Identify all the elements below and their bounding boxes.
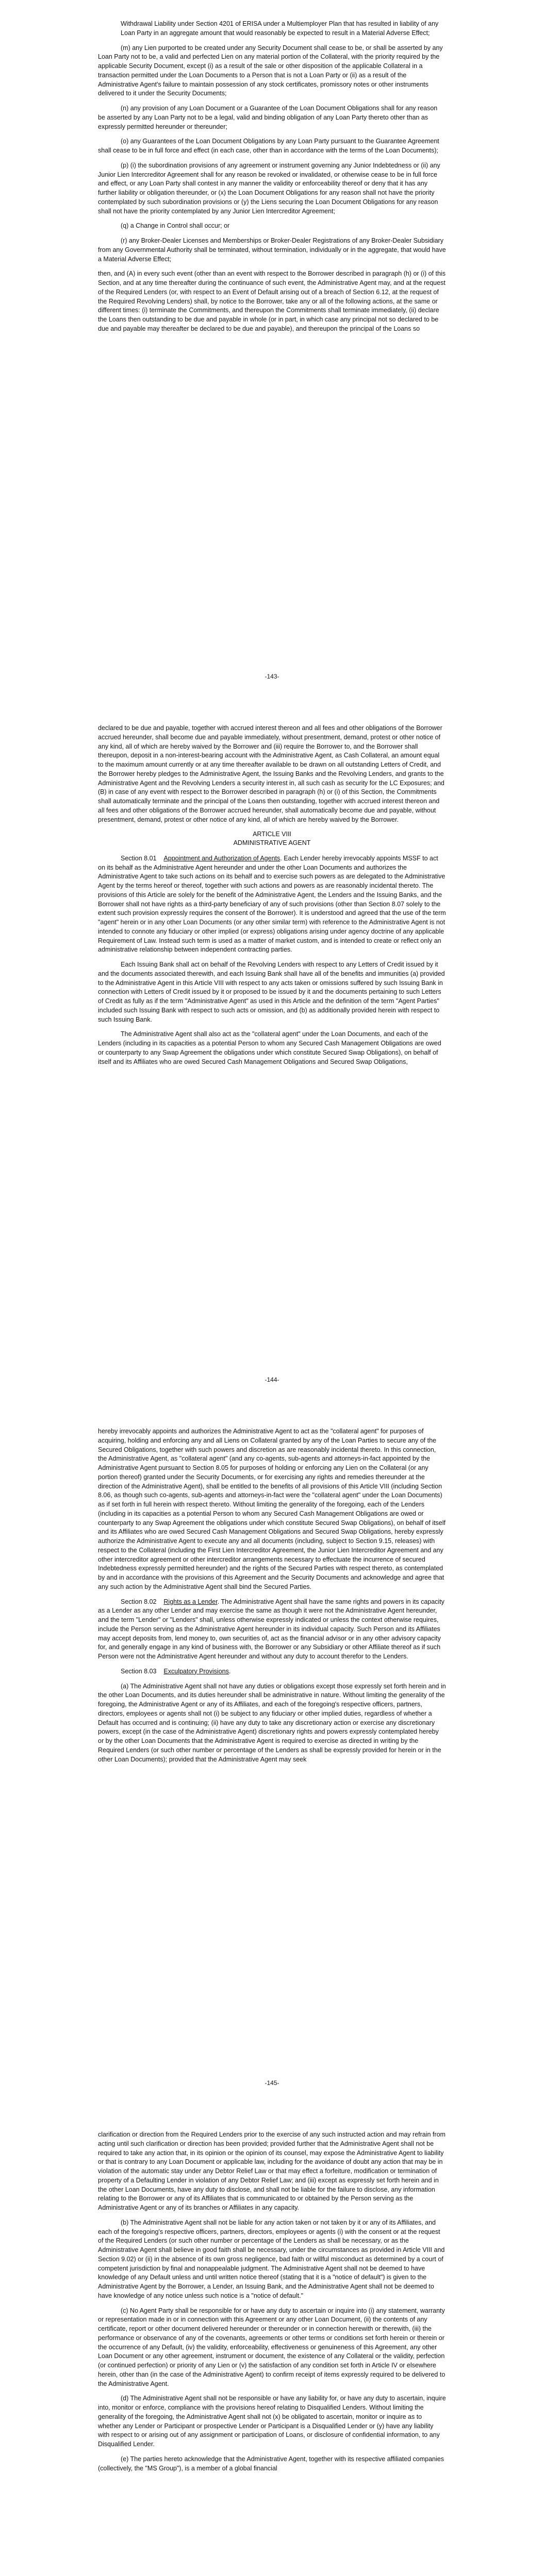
page-number: -145- (265, 2079, 279, 2087)
paragraph-m: (m) any Lien purported to be created under any Security Document shall cease to be, or shall be asserted by any Loan Party not to be, a valid and perfected Lien on any material portion of the Collateral, with the priority required by the applicable Security Document, except (i) as a result of the sale or other disposition of the applicable Collateral in a transaction permitted under the Loan Documents to a Person that is not a Loan Party or (ii) as a result of the Administrative Agent's failure to maintain possession of any stock certificates, promissory notes or other instruments delivered to it under the Security Documents; (98, 44, 443, 97)
article-subtitle: ADMINISTRATIVE AGENT (233, 839, 311, 846)
document-page-144 (0, 703, 544, 1406)
section-number: Section 8.02 (121, 1598, 157, 1605)
paragraph-declared: declared to be due and payable, together with accrued interest thereon and all fees and other obligations of the Borrower accrued hereunder, shall become due and payable immediately, without presentment, demand, protest or other notice of any kind, all of which are hereby waived by the Borrower and (iii) require the Borrower to, and the Borrower shall thereupon, deposit in a non-interest-bearing account with the Administrative Agent, as Cash Collateral, an amount equal to the maximum amount currently or at any time thereafter available to be drawn on all outstanding Letters of Credit, and the Borrower hereby pledges to the Administrative Agent, the Issuing Banks and the Revolving Lenders, and grants to the Administrative Agent and the Revolving Lenders a security interest in, all such cash as security for the LC Exposures; and (B) in case of any event with respect to the Borrower described in paragraph (h) or (i) of this Section, the Commitments shall automatically terminate and the principal of the Loans then outstanding, together with accrued interest thereon and all fees and other obligations of the Borrower accrued hereunder, shall automatically become due and payable, without presentment, demand, protest or other notice of any kind, all of which are hereby waived by the Borrower. (98, 724, 444, 823)
paragraph-o: (o) any Guarantees of the Loan Document Obligations by any Loan Party pursuant to the Guarantee Agreement shall cease to be in full force and effect (in each case, other than in accordance with the terms of the Loan Documents); (98, 138, 439, 154)
section-8-03: Section 8.03 Exculpatory Provisions. (121, 1667, 231, 1675)
section-number: Section 8.01 (121, 854, 157, 862)
section-8-02 (98, 1598, 446, 1662)
document-page-145 (0, 1406, 544, 2110)
section-number: Section 8.03 (121, 1667, 157, 1675)
article-title: ARTICLE VIII (253, 831, 291, 838)
paragraph-q: (q) a Change in Control shall occur; or (121, 222, 230, 230)
paragraph-withdrawal-liability: Withdrawal Liability under Section 4201 of ERISA under a Multiemployer Plan that has resulted in liability of any Loan Party in an aggregate amount that would reasonably be expected to result in a Material Adverse Effect; (121, 20, 439, 37)
section-text: . The Administrative Agent shall have the same rights and powers in its capacity as a Lender as any other Lender and may exercise the same as though it were not the Administrative Agent hereunder, and the term "Lender" or "Lenders" shall, unless otherwise expressly indicated or unless the context otherwise requires, include the Person serving as the Administrative Agent hereunder in its individual capacity. Such Person and its Affiliates may accept deposits from, lend money to, own securities of, act as the financial advisor or in any other advisory capacity for, and generally engage in any kind of business with, the Borrower or any Subsidiary or other Affiliate thereof as if such Person were not the Administrative Agent hereunder and without any duty to account therefor to the Lenders. (98, 1598, 444, 1660)
page-number: -143- (265, 673, 279, 680)
paragraph-8-03-d: (d) The Administrative Agent shall not be responsible or have any liability for, or have any duty to ascertain, inquire into, monitor or enforce, compliance with the provisions hereof relating to Disqualified Lenders. Without limiting the generality of the foregoing, the Administrative Agent shall not (x) be obligated to ascertain, monitor or inquire as to whether any Lender or Participant or prospective Lender or Participant is a Disqualified Lender or (y) have any liability with respect to or arising out of any assignment or participation of Loans, or disclosure of confidential information, to any Disqualified Lender. (98, 2395, 446, 2448)
section-8-01 (98, 854, 446, 955)
paragraph-8-03-a: (a) The Administrative Agent shall not have any duties or obligations except those expressly set forth herein and in the other Loan Documents, and its duties hereunder shall be administrative in nature. Without limiting the generality of the foregoing, the Administrative Agent or any of its Affiliates, and each of the foregoing's respective officers, partners, directors, employees or agents shall not (i) be subject to any fiduciary or other implied duties, regardless of whether a Default has occurred and is continuing; (ii) have any duty to take any discretionary action or exercise any discretionary powers, except (in the case of the Administrative Agent) discretionary rights and powers expressly contemplated hereby or by the other Loan Documents that the Administrative Agent is required to exercise as directed in writing by the Required Lenders (or such other number or percentage of the Lenders as shall be expressly provided for herein or in the other Loan Documents); provided that the Administrative Agent may seek (98, 1682, 446, 1763)
paragraph-n: (n) any provision of any Loan Document or a Guarantee of the Loan Document Obligations shall for any reason be asserted by any Loan Party not to be a legal, valid and binding obligation of any Loan Party thereto other than as expressly permitted hereunder or thereunder; (98, 105, 438, 130)
paragraph-issuing-bank: Each Issuing Bank shall act on behalf of the Revolving Lenders with respect to any Letters of Credit issued by it and the documents associated therewith, and each Issuing Bank shall have all of the benefits and immunities (a) provided to the Administrative Agent in this Article VIII with respect to any acts taken or omissions suffered by such Issuing Bank in connection with Letters of Credit issued by it or proposed to be issued by it and the documents pertaining to such Letters of Credit as fully as if the term "Administrative Agent" as used in this Article and the definition of the term "Agent Parties" included such Issuing Bank with respect to such acts or omission, and (b) as additionally provided herein with respect to such Issuing Bank. (98, 961, 445, 1023)
paragraph-p: (p) (i) the subordination provisions of any agreement or instrument governing any Junior Indebtedness or (ii) any Junior Lien Intercreditor Agreement shall for any reason be revoked or invalidated, or otherwise cease to be in full force and effect, or any Loan Party shall contest in any manner the validity or enforceability thereof or deny that it has any further liability or obligation thereunder, or (x) the Loan Document Obligations for any reason shall not have the priority contemplated by such subordination provisions or (y) the Liens securing the Loan Document Obligations for any reason shall not have the priority contemplated by any Junior Lien Intercreditor Agreement; (98, 161, 440, 215)
document-page-146 (0, 2110, 544, 2576)
paragraph-r: (r) any Broker-Dealer Licenses and Memberships or Broker-Dealer Registrations of any Broker-Dealer Subsidiary from any Governmental Authority shall be terminated, without termination, individually or in the aggregate, that would have a Material Adverse Effect; (98, 237, 446, 263)
paragraph-then: then, and (A) in every such event (other than an event with respect to the Borrower described in paragraph (h) or (i) of this Section, and at any time thereafter during the continuance of such event, the Administrative Agent may, and at the request of the Required Lenders (or, with respect to an Event of Default arising out of a breach of Section 6.12, at the request of the Required Revolving Lenders) shall, by notice to the Borrower, take any or all of the following actions, at the same or different times: (i) terminate the Commitments, and thereupon the Commitments shall terminate immediately, (ii) declare the Loans then outstanding to be due and payable in whole (or in part, in which case any principal not so declared to be due and payable may thereafter be declared to be due and payable), and thereupon the principal of the Loans so (98, 270, 446, 332)
paragraph-8-03-c: (c) No Agent Party shall be responsible for or have any duty to ascertain or inquire into (i) any statement, warranty or representation made in or in connection with this Agreement or any other Loan Document, (ii) the contents of any certificate, report or other document delivered hereunder or thereunder or in connection herewith or therewith, (iii) the performance or observance of any of the covenants, agreements or other terms or conditions set forth herein or therein or the occurrence of any Default, (iv) the validity, enforceability, effectiveness or genuineness of this Agreement, any other Loan Document or any other agreement, instrument or document, the existence of any Collateral or the validity, perfection (or continued perfection) or priority of any Lien or (v) the satisfaction of any condition set forth in Article IV or elsewhere herein, other than (in the case of the Administrative Agent) to confirm receipt of items expressly required to be delivered to the Administrative Agent. (98, 2307, 446, 2387)
document-page-143 (0, 0, 544, 703)
paragraph-clarification: clarification or direction from the Required Lenders prior to the exercise of any such instructed action and may refrain from acting until such clarification or direction has been provided; provided further that the Administrative Agent shall not be required to take any action that, in its opinion or the opinion of its counsel, may expose the Administrative Agent to liability or that is contrary to any Loan Document or applicable law, including for the avoidance of doubt any action that may be in violation of the automatic stay under any Debtor Relief Law or that may effect a forfeiture, modification or termination of property of a Defaulting Lender in violation of any Debtor Relief Law; and (iii) except as expressly set forth herein and in the other Loan Documents, have any duty to disclose, and shall not be liable for the failure to disclose, any information relating to the Borrower or any of its Affiliates that is communicated to or obtained by the Person serving as the Administrative Agent or any of its branches or Affiliates in any capacity. (98, 2131, 446, 2211)
paragraph-8-03-e: (e) The parties hereto acknowledge that the Administrative Agent, together with its respective affiliated companies (collectively, the "MS Group"), is a member of a global financial (98, 2455, 444, 2472)
paragraph-irrevocably: hereby irrevocably appoints and authorizes the Administrative Agent to act as the "collateral agent" for purposes of acquiring, holding and enforcing any and all Liens on Collateral granted by any of the Loan Parties to secure any of the Secured Obligations, together with such powers and discretion as are reasonably incidental thereto. In this connection, the Administrative Agent, as "collateral agent" (and any co-agents, sub-agents and attorneys-in-fact appointed by the Administrative Agent pursuant to Section 8.05 for purposes of holding or enforcing any Lien on the Collateral (or any portion thereof) granted under the Security Documents, or for exercising any rights and remedies thereunder at the direction of the Administrative Agent), shall be entitled to the benefits of all provisions of this Article VIII (including Section 8.06, as though such co-agents, sub-agents and attorneys-in-fact were the "collateral agent" under the Loan Documents) as if set forth in full herein with respect thereto. Without limiting the generality of the foregoing, each of the Lenders (including in its capacities as a potential Person to whom any Secured Cash Management Obligations are owed or counterparty to any Swap Agreement the obligations under which constitute Secured Swap Obligations), on behalf of itself and its Affiliates who are owed Secured Cash Management Obligations and Secured Swap Obligations, hereby expressly authorize the Administrative Agent to execute any and all documents (including, subject to Section 9.15, releases) with respect to the Collateral (including the First Lien Intercreditor Agreement, the Junior Lien Intercreditor Agreement and any other intercreditor agreement or other intercreditor arrangements necessary to effectuate the incurrence of secured Indebtedness expressly permitted hereunder) and the rights of the Secured Parties with respect thereto, as contemplated by and in accordance with the provisions of this Agreement and the Security Documents and acknowledge and agree that any such action by the Administrative Agent shall bind the Secured Parties. (98, 1428, 446, 1590)
section-title: Exculpatory Provisions (163, 1667, 229, 1675)
paragraph-collateral-agent: The Administrative Agent shall also act as the "collateral agent" under the Loan Documents, and each of the Lenders (including in its capacities as a potential Person to whom any Secured Cash Management Obligations are owed or counterparty to any Swap Agreement the obligations under which constitute Secured Swap Obligations), on behalf of itself and its Affiliates who are owed Secured Cash Management Obligations and Secured Swap Obligations, (98, 1030, 441, 1065)
section-title: Rights as a Lender (163, 1598, 218, 1605)
paragraph-8-03-b: (b) The Administrative Agent shall not be liable for any action taken or not taken by it or any of its Affiliates, and each of the foregoing's respective officers, partners, directors, employees or agents (i) with the consent or at the request of the Required Lenders (or such other number or percentage of the Lenders as shall be necessary, or as the Administrative Agent shall believe in good faith shall be necessary, under the circumstances as provided in Article VIII and Section 9.02) or (ii) in the absence of its own gross negligence, bad faith or willful misconduct as determined by a court of competent jurisdiction by final and nonappealable judgment. The Administrative Agent shall not be deemed to have knowledge of any Default unless and until written notice thereof (stating that it is a "notice of default") is given to the Administrative Agent by the Borrower, a Lender, an Issuing Bank, and the Administrative Agent shall not be deemed to have knowledge of any notice unless such notice is a "notice of default." (98, 2218, 445, 2299)
section-title: Appointment and Authorization of Agents (163, 854, 281, 862)
article-heading (98, 830, 446, 847)
page-number: -144- (265, 1376, 279, 1383)
section-text: . Each Lender hereby irrevocably appoints MSSF to act on its behalf as the Administrative Agent hereunder and under the other Loan Documents and authorizes the Administrative Agent to take such actions on its behalf and to exercise such powers as are delegated to the Administrative Agent by the terms hereof or thereof, together with such actions and powers as are reasonably incidental thereto. The provisions of this Article are solely for the benefit of the Administrative Agent, the Lenders and the Issuing Banks, and the Borrower shall not have rights as a third-party beneficiary of any of such provisions (other than Section 8.07 solely to the extent such provision expressly requires the consent of the Borrower). It is understood and agreed that the use of the term "agent" herein or in any other Loan Documents (or any other similar term) with reference to the Administrative Agent is not intended to connote any fiduciary or other implied (or express) obligations arising under agency doctrine of any applicable Requirement of Law. Instead such term is used as a matter of market custom, and is intended to create or reflect only an administrative relationship between independent contracting parties. (98, 854, 446, 954)
